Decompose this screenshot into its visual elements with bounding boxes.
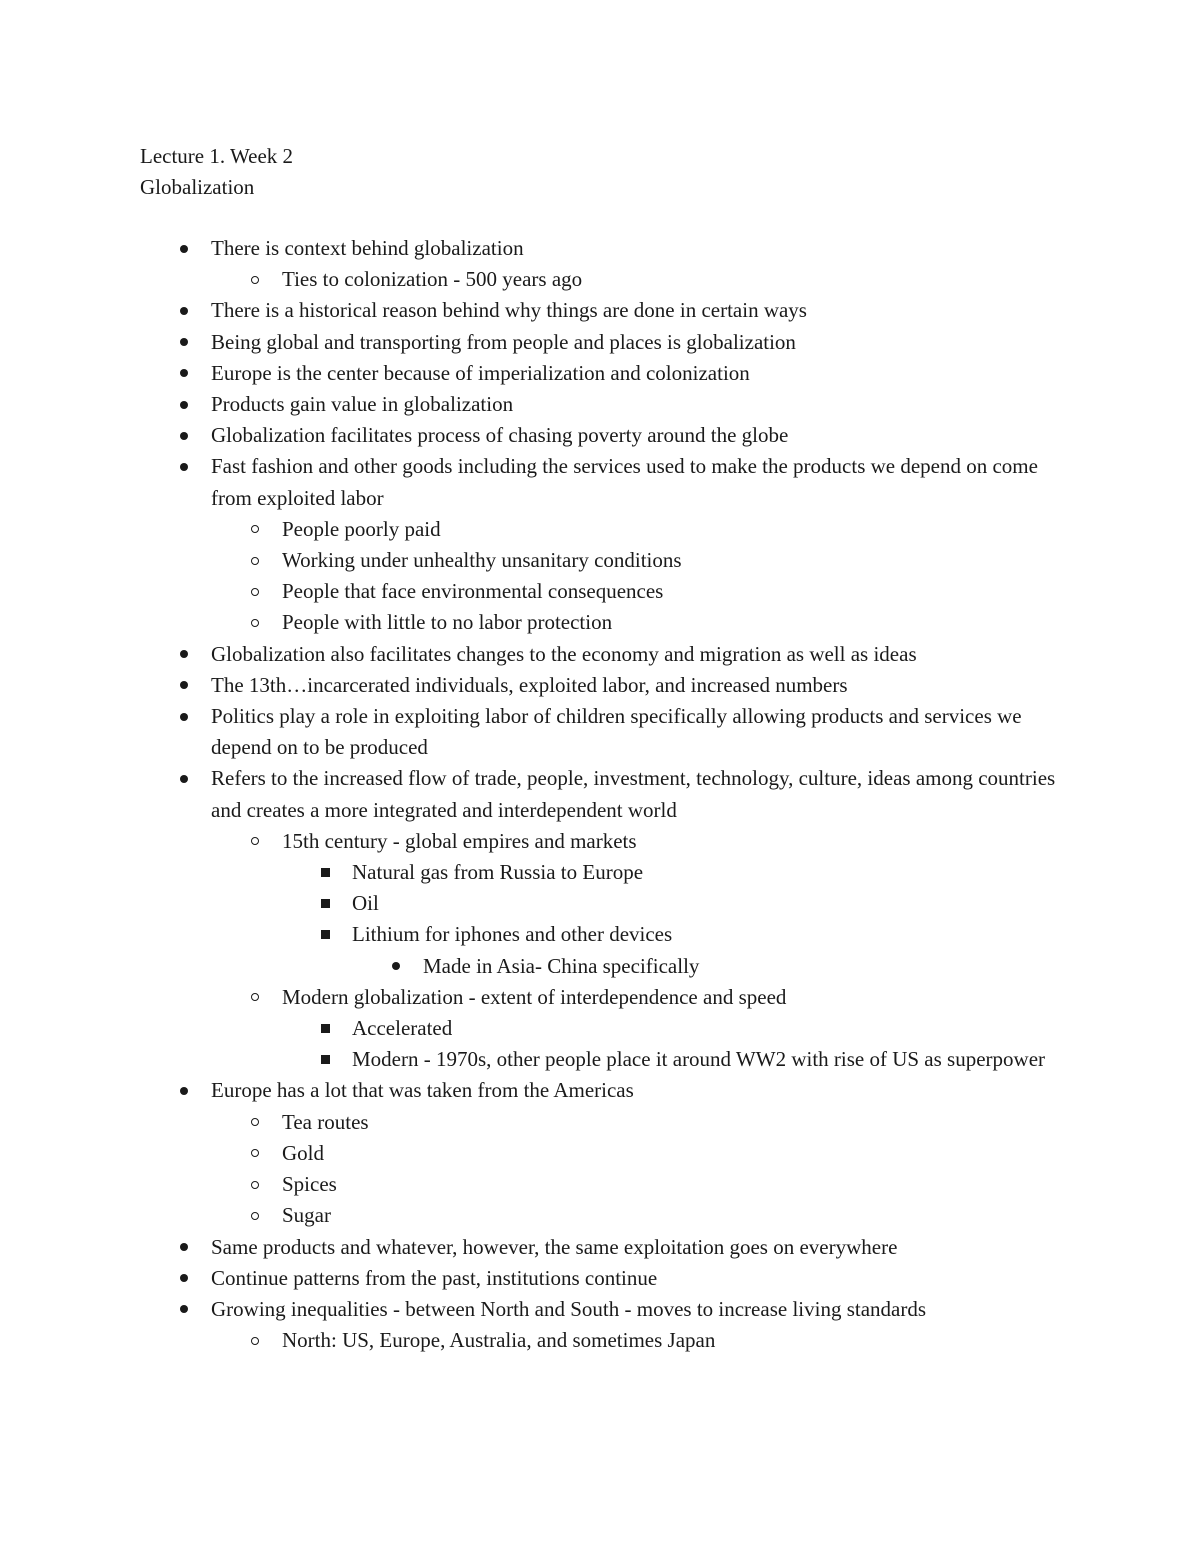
bullet-dot-icon [180,1305,188,1313]
bullet-dot-icon [180,463,188,471]
notes-list [0,233,1200,1356]
bullet-dot-icon [180,775,188,783]
list-item [0,888,1062,919]
bullet-circle-icon [251,1149,259,1157]
list-item-text: There is a historical reason behind why things are done in certain ways [211,298,807,323]
bullet-marker [178,358,190,389]
list-item [0,576,1062,607]
list-item [0,264,1062,295]
bullet-circle-icon [251,1181,259,1189]
bullet-square-icon [321,868,330,877]
list-item-text: Modern - 1970s, other people place it around WW2 with rise of US as superpower [352,1047,1046,1072]
list-item-text: Natural gas from Russia to Europe [352,860,644,885]
bullet-dot-icon [180,1243,188,1251]
list-item [0,982,1062,1013]
list-item [0,1263,1061,1294]
bullet-marker [178,1263,190,1294]
list-item [0,1075,1061,1106]
list-item-text: Lithium for iphones and other devices [352,922,673,947]
list-item [0,389,1061,420]
bullet-marker [178,1075,190,1106]
list-item-text: Politics play a role in exploiting labor of children specifically allowing products and services we depend on to be produced [211,704,1022,760]
list-item-text: People with little to no labor protection [282,610,613,635]
bullet-dot-icon [180,650,188,658]
lecture-title: Lecture 1. Week 2 [140,144,294,168]
bullet-marker [319,888,331,919]
bullet-circle-icon [251,1337,259,1345]
bullet-marker [319,857,331,888]
bullet-marker [249,514,261,545]
list-item-text: Europe is the center because of imperialization and colonization [211,360,750,385]
list-item [0,1107,1062,1138]
list-item-text: Refers to the increased flow of trade, people, investment, technology, culture, ideas among countries and creates a more integrated and interdependent world [211,766,1056,822]
bullet-circle-icon [251,557,259,565]
list-item [0,763,1061,825]
list-item [0,233,1061,264]
bullet-marker [249,545,261,576]
list-item [0,295,1061,326]
bullet-dot-icon [180,432,188,440]
bullet-marker [249,264,261,295]
bullet-marker [178,295,190,326]
bullet-marker [178,701,190,732]
list-item-text: Being global and transporting from people and places is globalization [211,329,796,354]
list-item [0,1013,1062,1044]
bullet-marker [178,1232,190,1263]
bullet-marker [249,607,261,638]
list-item [0,951,1063,982]
bullet-marker [178,327,190,358]
list-item [0,1294,1061,1325]
topic-title: Globalization [140,175,255,199]
list-item-text: Accelerated [352,1016,453,1041]
bullet-marker [319,1013,331,1044]
bullet-square-icon [321,1055,330,1064]
bullet-marker [178,639,190,670]
list-item [0,1325,1062,1356]
list-item-text: Globalization facilitates process of chasing poverty around the globe [211,423,789,448]
bullet-marker [178,420,190,451]
list-item-text: People that face environmental consequences [282,579,664,604]
bullet-dot-icon [180,369,188,377]
bullet-marker [249,1200,261,1231]
bullet-circle-icon [251,525,259,533]
bullet-marker [178,1294,190,1325]
bullet-marker [178,763,190,794]
list-item-text: There is context behind globalization [211,236,524,260]
list-item [0,1138,1062,1169]
bullet-square-icon [321,930,330,939]
list-item-text: North: US, Europe, Australia, and sometimes Japan [282,1328,716,1353]
bullet-marker [249,1107,261,1138]
list-item [0,826,1062,857]
list-item-text: Modern globalization - extent of interdependence and speed [282,984,787,1009]
list-item-text: Made in Asia- China specifically [423,953,700,978]
list-item-text: Continue patterns from the past, institutions continue [211,1265,658,1290]
list-item-text: Globalization also facilitates changes to the economy and migration as well as ideas [211,641,917,666]
bullet-marker [178,233,190,264]
list-item [0,1044,1062,1075]
bullet-dot-icon [180,1087,188,1095]
list-item-text: The 13th…incarcerated individuals, exploited labor, and increased numbers [211,672,848,697]
list-item-text: Spices [282,1172,337,1197]
bullet-dot-icon [180,401,188,409]
bullet-dot-icon [180,245,188,253]
bullet-circle-icon [251,1118,259,1126]
list-item-text: Sugar [282,1203,331,1228]
list-item-text: Europe has a lot that was taken from the Americas [211,1078,634,1103]
bullet-dot-icon [392,962,400,970]
bullet-marker [249,1325,261,1356]
list-item [0,1232,1061,1263]
list-item [0,358,1061,389]
list-item-text: Growing inequalities - between North and South - moves to increase living standards [211,1296,927,1321]
bullet-marker [249,1138,261,1169]
bullet-marker [178,389,190,420]
bullet-circle-icon [251,1212,259,1220]
list-item [0,545,1062,576]
list-item [0,670,1061,701]
bullet-circle-icon [251,619,259,627]
bullet-square-icon [321,1024,330,1033]
list-item-text: Same products and whatever, however, the same exploitation goes on everywhere [211,1234,898,1259]
bullet-marker [319,1044,331,1075]
list-item-text: Tea routes [282,1109,369,1134]
list-item [0,1200,1062,1231]
list-item [0,420,1061,451]
bullet-circle-icon [251,993,259,1001]
bullet-dot-icon [180,1274,188,1282]
bullet-marker [249,1169,261,1200]
bullet-marker [249,826,261,857]
bullet-circle-icon [251,837,259,845]
bullet-dot-icon [180,713,188,721]
list-item [0,639,1061,670]
list-item-text: Gold [282,1140,324,1165]
list-item-text: Oil [352,891,379,916]
bullet-square-icon [321,899,330,908]
list-item [0,451,1061,513]
list-item [0,701,1061,763]
bullet-marker [249,982,261,1013]
list-item [0,327,1061,358]
list-item-text: People poorly paid [282,516,441,541]
list-item-text: Fast fashion and other goods including the services used to make the products we depend on come from exploited labor [211,454,1038,510]
bullet-dot-icon [180,681,188,689]
list-item [0,514,1062,545]
list-item-text: Products gain value in globalization [211,392,514,417]
list-item [0,607,1062,638]
bullet-marker [249,576,261,607]
bullet-circle-icon [251,276,259,284]
list-item [0,1169,1062,1200]
bullet-dot-icon [180,307,188,315]
list-item [0,857,1062,888]
bullet-marker [178,451,190,482]
list-item-text: Ties to colonization - 500 years ago [282,267,583,292]
bullet-dot-icon [180,338,188,346]
list-item [0,919,1062,950]
bullet-marker [390,951,402,982]
list-item-text: Working under unhealthy unsanitary conditions [282,548,682,573]
bullet-circle-icon [251,588,259,596]
bullet-marker [319,919,331,950]
list-item-text: 15th century - global empires and markets [282,828,637,853]
bullet-marker [178,670,190,701]
